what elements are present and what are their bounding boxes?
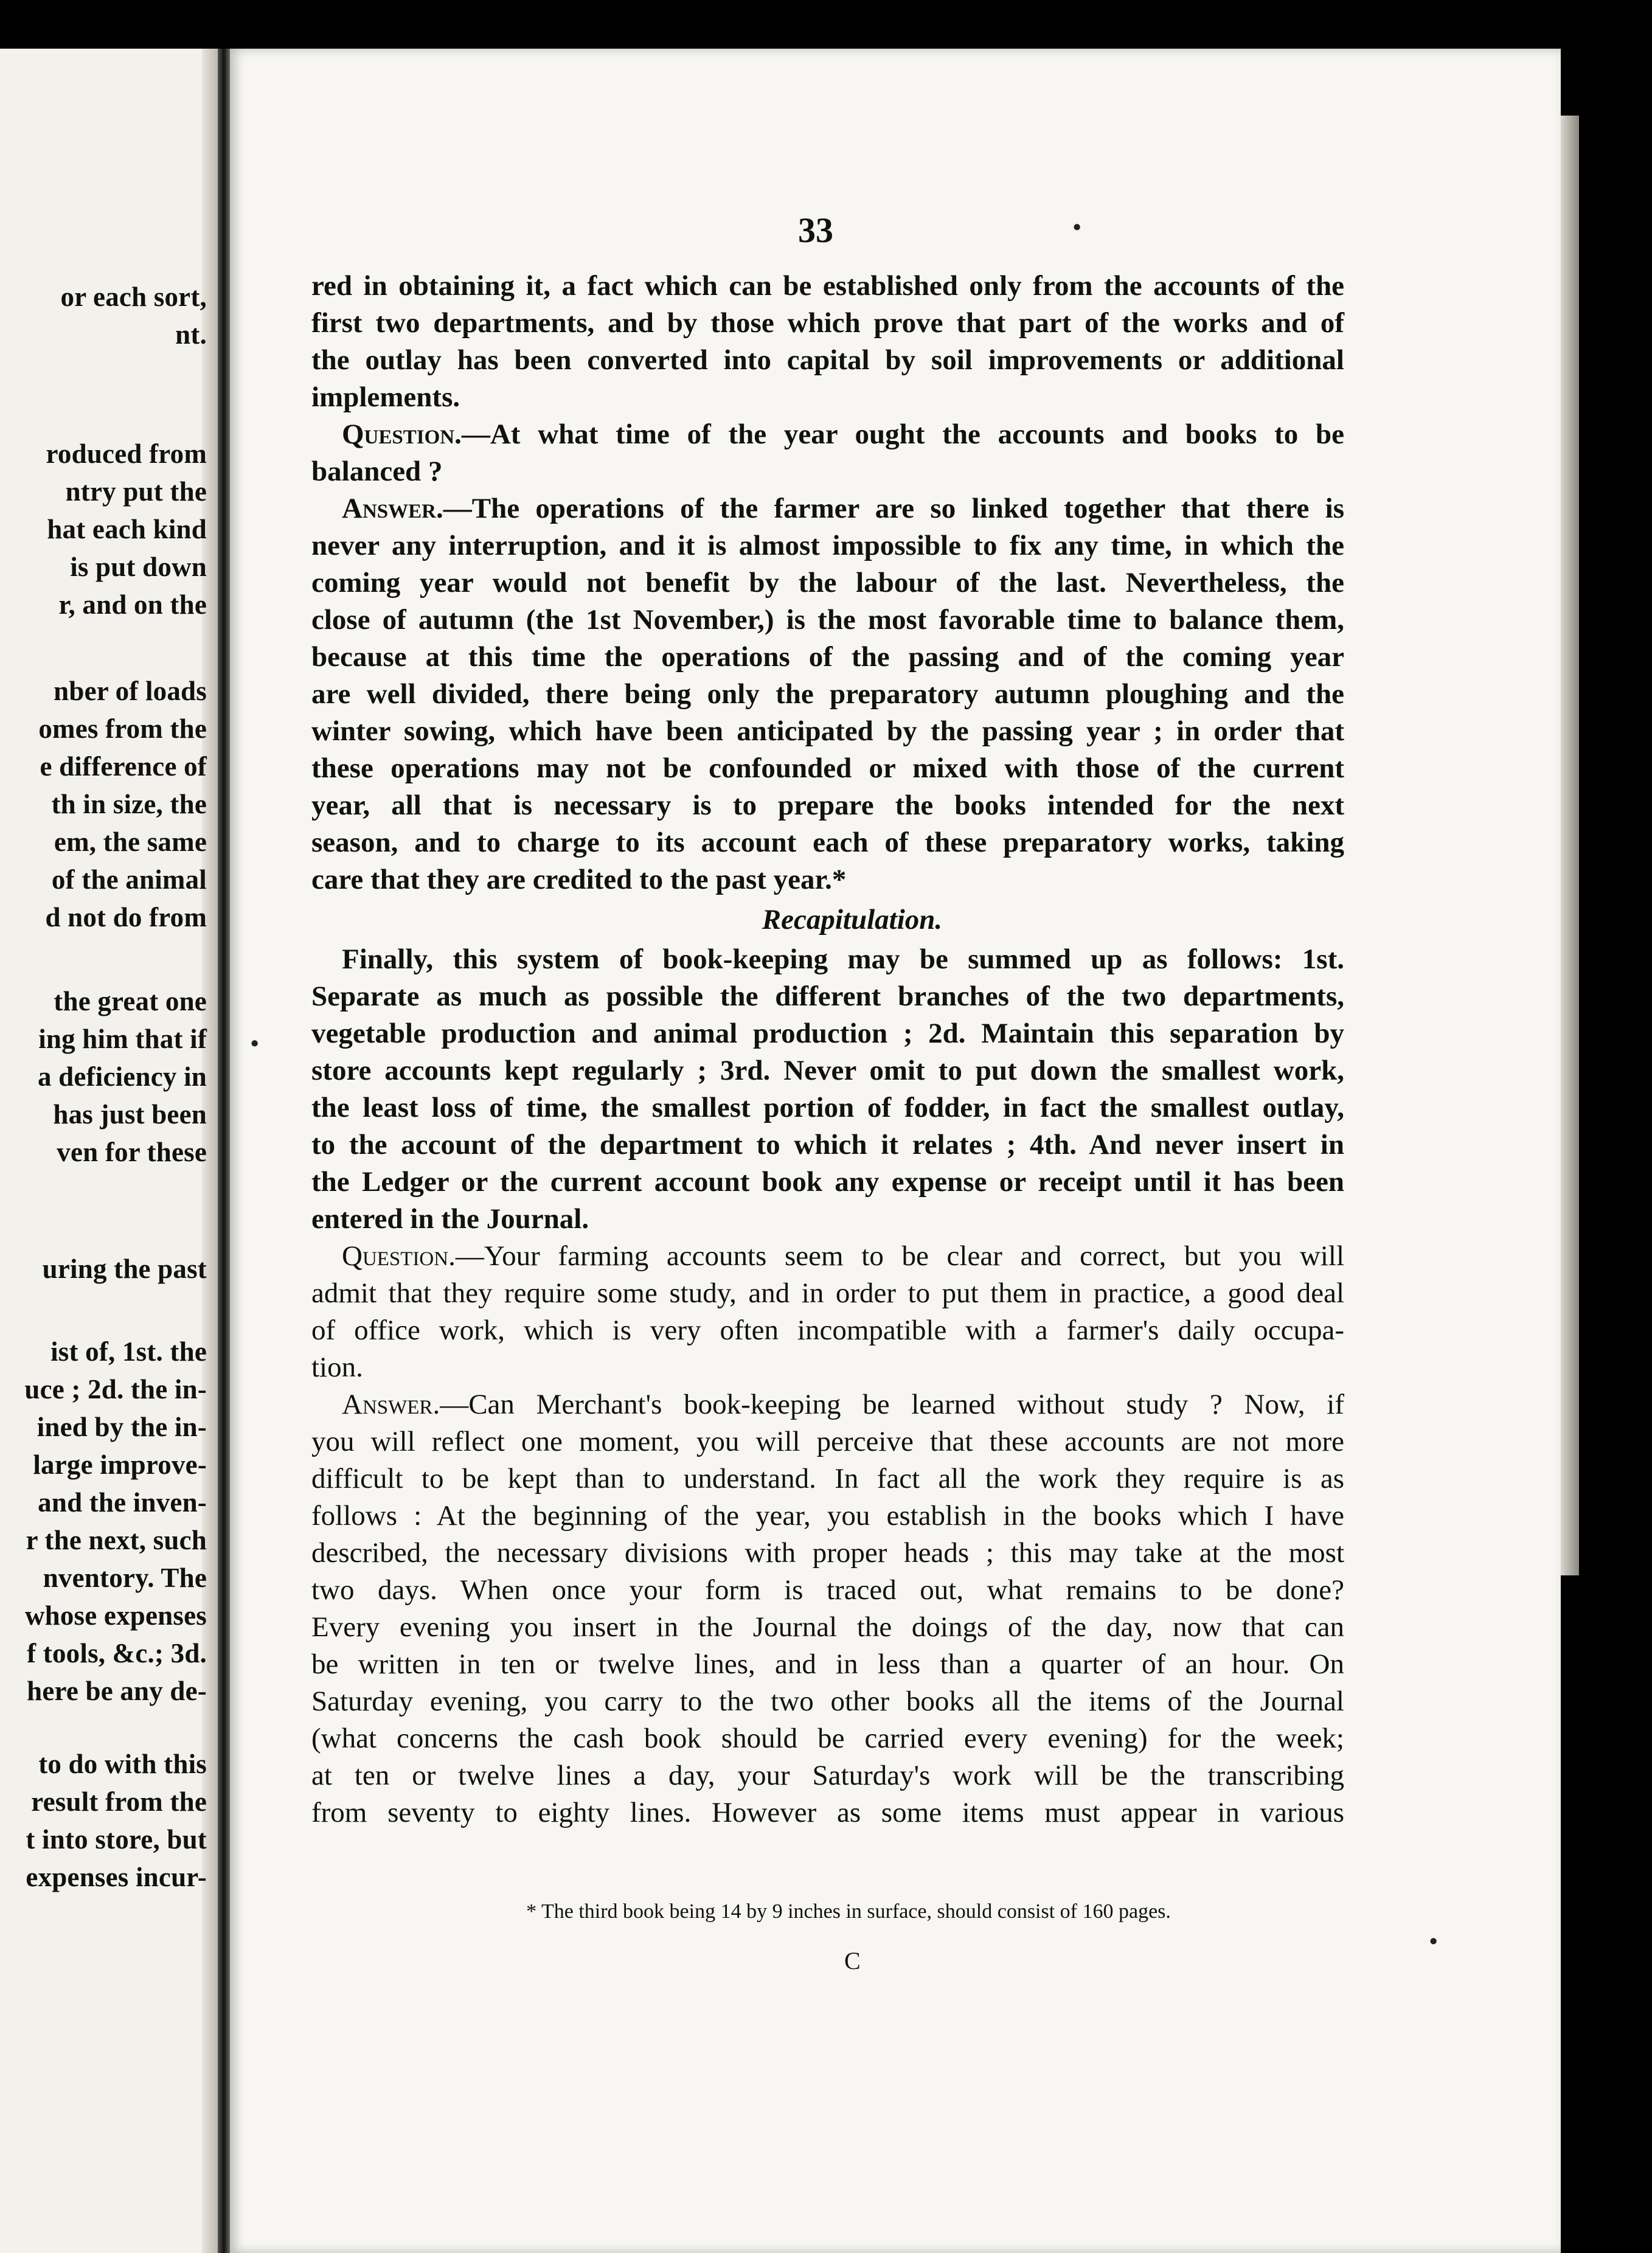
text-line: implements. [311, 381, 460, 413]
answer-label: Answer. [342, 1389, 440, 1420]
left-page-line: of the animal [51, 864, 207, 895]
text-line: from seventy to eighty lines. However as some items must appear in various [311, 1797, 1344, 1828]
answer-text: —The operations of the farmer are so linked together that there is [443, 493, 1344, 524]
text-line: you will reflect one moment, you will perceive that these accounts are not more [311, 1426, 1344, 1457]
left-page-line: omes from the [38, 713, 207, 744]
text-line: red in obtaining it, a fact which can be established only from the accounts of the [311, 270, 1344, 302]
book-binding [218, 49, 230, 2253]
text-line: year, all that is necessary is to prepare the books intended for the next [311, 790, 1344, 821]
left-page-line: t into store, but [26, 1824, 207, 1855]
answer-label: Answer. [342, 493, 443, 524]
text-line: Separate as much as possible the different branches of the two departments, [311, 981, 1344, 1012]
recapitulation-paragraph [311, 941, 1344, 1238]
left-page-line: is put down [70, 552, 207, 582]
text-line: vegetable production and animal production ; 2d. Maintain this separation by [311, 1018, 1344, 1049]
section-heading: Recapitulation. [762, 904, 943, 936]
text-line: the Ledger or the current account book any expense or receipt until it has been [311, 1166, 1344, 1198]
left-page-line: hat each kind [47, 514, 207, 544]
text-line: Finally, this system of book-keeping may be summed up as follows: 1st. [342, 943, 1344, 975]
left-page-line: ist of, 1st. the [50, 1336, 207, 1367]
text-line: coming year would not benefit by the labour of the last. Nevertheless, the [311, 567, 1344, 599]
text-line: winter sowing, which have been anticipated by the passing year ; in order that [311, 715, 1344, 747]
text-line: two days. When once your form is traced out, what remains to be done? [311, 1574, 1344, 1606]
question-label: Question. [342, 418, 462, 450]
text-line: close of autumn (the 1st November,) is the most favorable time to balance them, [311, 604, 1344, 636]
left-page-line: ntry put the [65, 476, 207, 507]
left-page-line: has just been [53, 1099, 207, 1130]
text-line [311, 416, 1344, 453]
text-line: because at this time the operations of the passing and of the coming year [311, 641, 1344, 673]
left-page-line: uring the past [42, 1254, 207, 1284]
text-line: of office work, which is very often incompatible with a farmer's daily occupa- [311, 1314, 1344, 1346]
text-line: these operations may not be confounded or mixed with those of the current [311, 752, 1344, 784]
left-page-line: nt. [175, 319, 207, 350]
left-page-line: th in size, the [51, 789, 207, 819]
signature-mark: C [844, 1947, 861, 1974]
text-line: are well divided, there being only the preparatory autumn ploughing and the [311, 678, 1344, 710]
question-label: Question. [342, 1240, 456, 1272]
left-page-line: nventory. The [43, 1563, 207, 1593]
text-line: never any interruption, and it is almost impossible to fix any time, in which the [311, 530, 1344, 561]
left-facing-page [0, 49, 218, 2253]
text-line: the least loss of time, the smallest portion of fodder, in fact the smallest outlay, [311, 1092, 1344, 1123]
page-body [311, 268, 1344, 1831]
text-line: the outlay has been converted into capital by soil improvements or additional [311, 344, 1344, 376]
text-line [311, 1386, 1344, 1423]
question-text: —Your farming accounts seem to be clear and correct, but you will [455, 1240, 1344, 1272]
page-edge-shadow [1561, 116, 1579, 1575]
footnote: * The third book being 14 by 9 inches in surface, should consist of 160 pages. [526, 1900, 1171, 1923]
question-text: —At what time of the year ought the accounts and books to be [461, 418, 1344, 450]
left-page-line: large improve- [33, 1449, 207, 1480]
left-page-line: em, the same [54, 827, 207, 857]
text-line: be written in ten or twelve lines, and in less than a quarter of an hour. On [311, 1648, 1344, 1680]
left-page-line: ven for these [57, 1137, 207, 1167]
left-page-line: r the next, such [26, 1525, 207, 1555]
left-page-line: roduced from [46, 439, 207, 469]
left-page-line: and the inven- [38, 1487, 207, 1518]
text-line [311, 490, 1344, 527]
text-line: Saturday evening, you carry to the two other books all the items of the Journal [311, 1685, 1344, 1717]
text-line: follows : At the beginning of the year, you establish in the books which I have [311, 1500, 1344, 1532]
left-page-line: or each sort, [60, 282, 207, 312]
text-line: entered in the Journal. [311, 1203, 589, 1235]
page-number: 33 [798, 210, 833, 250]
stray-mark: • [1429, 1929, 1438, 1954]
text-line: balanced ? [311, 456, 443, 487]
left-page-line: a deficiency in [38, 1061, 207, 1092]
answer-text: —Can Merchant's book-keeping be learned without study ? Now, if [440, 1389, 1344, 1420]
text-line: described, the necessary divisions with proper heads ; this may take at the most [311, 1537, 1344, 1569]
text-line: care that they are credited to the past year.* [311, 864, 847, 895]
text-line: to the account of the department to which it relates ; 4th. And never insert in [311, 1129, 1344, 1161]
left-page-line: result from the [31, 1786, 207, 1817]
text-line: season, and to charge to its account each of these preparatory works, taking [311, 827, 1344, 858]
text-line: difficult to be kept than to understand. In fact all the work they require is as [311, 1463, 1344, 1494]
left-page-line: here be any de- [27, 1676, 207, 1706]
text-line: tion. [311, 1352, 363, 1383]
text-line: Every evening you insert in the Journal the doings of the day, now that can [311, 1611, 1344, 1643]
left-page-line: uce ; 2d. the in- [24, 1374, 207, 1404]
left-page-line: ined by the in- [36, 1412, 207, 1442]
left-page-line: e difference of [40, 751, 207, 782]
text-line: (what concerns the cash book should be carried every evening) for the week; [311, 1723, 1344, 1754]
left-page-line: d not do from [45, 902, 207, 932]
left-page-line: the great one [54, 986, 207, 1016]
answer-paragraph [311, 1386, 1344, 1831]
left-page-line: to do with this [38, 1749, 207, 1779]
left-page-line: f tools, &c.; 3d. [27, 1638, 207, 1668]
stray-mark: • [1073, 215, 1081, 240]
left-page-line: whose expenses [24, 1600, 207, 1631]
paragraph-continuation [311, 268, 1344, 416]
left-page-line: ing him that if [38, 1024, 207, 1054]
question-paragraph [311, 416, 1344, 490]
left-page-line: nber of loads [54, 676, 207, 706]
stray-mark: • [251, 1031, 259, 1057]
left-page-line: expenses incur- [26, 1862, 207, 1892]
left-page-line: r, and on the [58, 589, 207, 620]
answer-paragraph [311, 490, 1344, 898]
text-line: admit that they require some study, and in order to put them in practice, a good deal [311, 1277, 1344, 1309]
text-line: first two departments, and by those which prove that part of the works and of [311, 307, 1344, 339]
text-line: store accounts kept regularly ; 3rd. Never omit to put down the smallest work, [311, 1055, 1344, 1086]
text-line: at ten or twelve lines a day, your Saturday's work will be the transcribing [311, 1760, 1344, 1791]
text-line [311, 1238, 1344, 1275]
question-paragraph [311, 1238, 1344, 1386]
